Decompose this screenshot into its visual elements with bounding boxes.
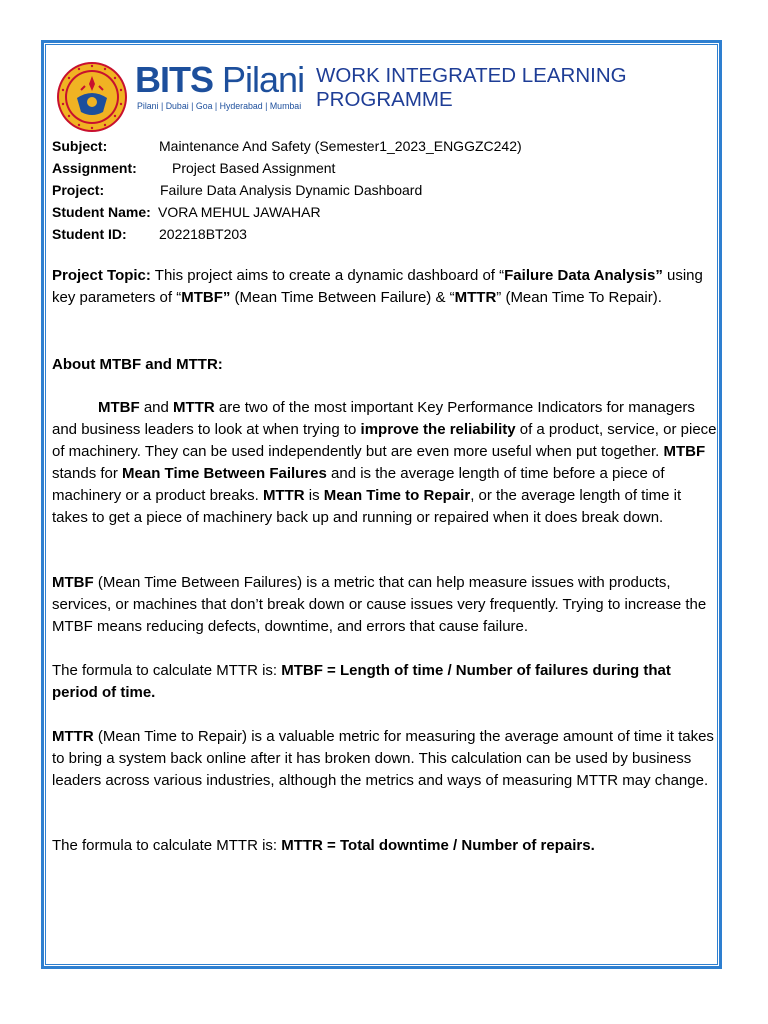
meta-row-subject	[52, 137, 692, 159]
header	[55, 58, 695, 130]
text-run: (Mean Time Between Failures) is a metric that can help measure issues with products, services, or machines that don’t break down or cause issues very frequently. Trying to increase the MTBF means reducing defects, downtime, and errors that cause failure.	[52, 574, 707, 635]
logo-name	[135, 60, 304, 100]
bold-run: Mean Time to Repair	[323, 487, 471, 504]
mttr-paragraph	[52, 726, 718, 792]
meta-row-student-id	[52, 225, 692, 247]
assignment-details	[52, 137, 692, 247]
mtbf-formula: MTBF = Length of time / Number of failures during that period of time.	[52, 662, 671, 701]
bold-run: MTTR	[173, 399, 215, 416]
logo	[135, 60, 311, 120]
bold-run: MTBF	[98, 399, 140, 416]
about-heading-text: About MTBF and MTTR:	[52, 356, 223, 373]
bold-run: Failure Data Analysis”	[504, 267, 663, 284]
text-run: ” (Mean Time To Repair).	[496, 289, 662, 306]
mttr-formula-paragraph	[52, 835, 718, 857]
text-run: This project aims to create a dynamic dashboard of “	[150, 267, 505, 284]
logo-campuses: Pilani | Dubai | Goa | Hyderabad | Mumbai	[137, 101, 302, 111]
about-heading	[52, 354, 718, 376]
text-run: and	[139, 399, 174, 416]
logo-name-bold: BITS	[135, 59, 214, 100]
bold-run: MTTR	[454, 289, 497, 306]
bold-run: improve the reliability	[360, 421, 516, 438]
text-run: (Mean Time Between Failure) & “	[230, 289, 455, 306]
bold-run: Mean Time Between Failures	[122, 465, 327, 482]
mtbf-formula-paragraph	[52, 660, 718, 704]
project-topic-paragraph	[52, 265, 718, 309]
meta-value: Project Based Assignment	[172, 160, 336, 176]
bits-pilani-seal-icon	[55, 60, 129, 134]
mtbf-mttr-intro-paragraph	[52, 397, 718, 529]
text-run: The formula to calculate MTTR is:	[52, 837, 282, 854]
bold-run: MTBF”	[181, 289, 231, 306]
text-run: (Mean Time to Repair) is a valuable metric for measuring the average amount of time it takes to bring a system back online after it has broken down. This calculation can be used by business leaders across various industries, although the metrics and ways of measuring MTTR may change.	[52, 728, 714, 789]
text-run: The formula to calculate MTTR is:	[52, 662, 282, 679]
bold-run: MTTR	[52, 728, 94, 745]
text-run: stands for	[52, 465, 123, 482]
text-run: using key parameters of “	[52, 267, 703, 306]
meta-value: 202218BT203	[159, 226, 247, 242]
text-run: are two of the most important Key Performance Indicators for managers and business leaders to look at when trying to	[52, 399, 695, 438]
text-run: and is the average length of time before a piece of machinery or a product breaks.	[52, 465, 665, 504]
mtbf-paragraph	[52, 572, 718, 638]
meta-label: Student ID:	[52, 226, 127, 242]
meta-label: Student Name:	[52, 204, 151, 220]
meta-value: Failure Data Analysis Dynamic Dashboard	[160, 182, 423, 198]
meta-value: VORA MEHUL JAWAHAR	[158, 204, 321, 220]
meta-row-student-name	[52, 203, 692, 225]
text-run: , or the average length of time it takes to get a piece of machinery back up and running or repaired when it does break down.	[52, 487, 682, 526]
logo-name-regular: Pilani	[222, 59, 305, 100]
project-topic-label: Project Topic:	[52, 267, 151, 284]
meta-label: Subject:	[52, 138, 108, 154]
meta-row-assignment	[52, 159, 692, 181]
bold-run: MTTR	[262, 487, 305, 504]
meta-value: Maintenance And Safety (Semester1_2023_ENGGZC242)	[159, 138, 522, 154]
bold-run: MTBF	[52, 574, 94, 591]
meta-row-project	[52, 181, 692, 203]
programme-title: WORK INTEGRATED LEARNING PROGRAMME	[316, 64, 627, 111]
bold-run: MTBF	[663, 443, 706, 460]
meta-label: Assignment:	[52, 160, 137, 176]
mttr-formula: MTTR = Total downtime / Number of repairs.	[281, 837, 595, 854]
text-run: is	[304, 487, 324, 504]
text-run: of a product, service, or piece of machinery. They can be used independently but are even more useful when put together.	[52, 421, 717, 460]
meta-label: Project:	[52, 182, 105, 198]
